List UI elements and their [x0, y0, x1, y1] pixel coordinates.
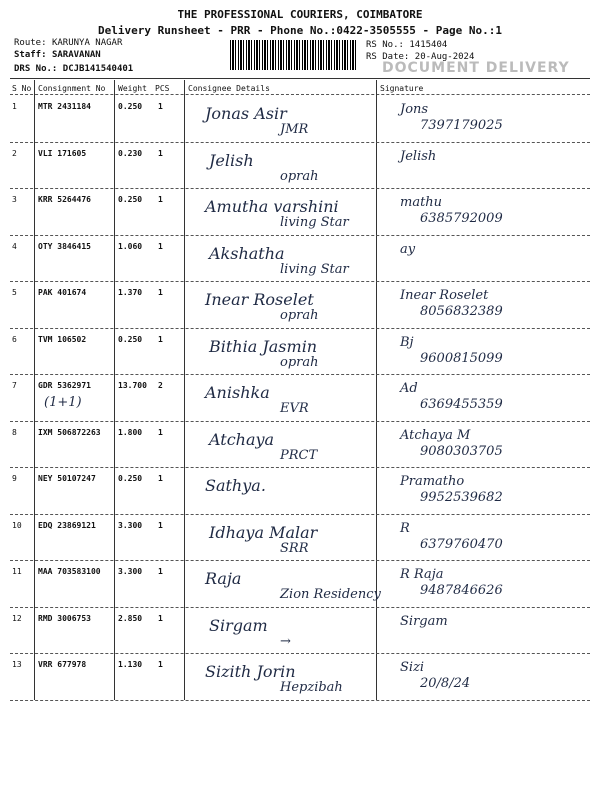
table-top-border	[10, 78, 590, 79]
row-consignee-name: Jonas Asir	[205, 104, 287, 123]
row-sno: 9	[12, 474, 17, 483]
row-weight: 1.370	[118, 288, 143, 297]
row-divider	[10, 653, 590, 654]
row-sno: 7	[12, 381, 17, 390]
row-pcs: 1	[158, 148, 163, 158]
row-pcs: 1	[158, 520, 163, 530]
row-consignee-place: Zion Residency	[280, 587, 381, 602]
row-consignee-name: Bithia Jasmin	[209, 336, 318, 356]
row-pcs: 1	[158, 567, 163, 576]
row-sno: 5	[12, 288, 17, 297]
col-header-consignment: Consignment No	[38, 84, 106, 93]
row-consignment-no: MTR 2431184	[38, 102, 91, 111]
row-weight: 0.250	[118, 102, 143, 111]
row-sno: 10	[12, 520, 22, 530]
row-signature: Ad	[400, 381, 418, 396]
row-phone: 9600815099	[420, 350, 503, 366]
row-consignment-no: PAK 401674	[38, 288, 87, 297]
row-phone: 6385792009	[420, 211, 503, 226]
row-consignee-name: Amutha varshini	[205, 197, 339, 216]
row-consignee-name: Sathya.	[205, 476, 266, 495]
row-consignee-place: oprah	[280, 354, 319, 370]
row-consignee-place: SRR	[280, 540, 309, 556]
route-line: Route: KARUNYA NAGAR	[14, 38, 123, 48]
row-signature: ay	[400, 241, 416, 257]
col-header-pcs: PCS	[155, 84, 170, 93]
rs-date-line: RS Date: 20-Aug-2024	[366, 52, 475, 62]
row-weight: 1.060	[118, 241, 143, 251]
row-consignee-place: JMR	[280, 122, 309, 137]
company-title: THE PROFESSIONAL COURIERS, COIMBATORE	[177, 8, 423, 21]
row-sno: 11	[12, 567, 22, 576]
row-pcs: 2	[158, 381, 163, 390]
row-phone: 9952539682	[420, 490, 503, 505]
row-sno: 2	[12, 148, 17, 158]
row-signature: Bj	[400, 334, 414, 350]
row-consignee-place: living Star	[280, 215, 349, 230]
row-pcs: 1	[158, 427, 163, 437]
row-sno: 6	[12, 334, 17, 344]
row-weight: 0.250	[118, 195, 143, 204]
row-signature: mathu	[400, 195, 443, 210]
row-consignment-no: NEY 50107247	[38, 474, 96, 483]
row-weight: 1.130	[118, 660, 143, 669]
row-consignee-name: Idhaya Malar	[209, 522, 318, 542]
row-consignment-no: KRR 5264476	[38, 195, 91, 204]
row-consignment-no: GDR 5362971	[38, 381, 91, 390]
row-consignment-no: VLI 171605	[38, 148, 87, 158]
row-divider	[10, 560, 590, 561]
row-pcs: 1	[158, 195, 163, 204]
row-divider	[10, 281, 590, 282]
col-header-weight: Weight	[118, 84, 147, 93]
row-divider	[10, 514, 590, 515]
row-consignee-place: PRCT	[280, 447, 318, 463]
row-weight: 1.800	[118, 427, 143, 437]
row-pcs: 1	[158, 660, 163, 669]
runsheet-title: Delivery Runsheet - PRR - Phone No.:0422-3505555 - Page No.:1	[98, 24, 502, 37]
row-pcs: 1	[158, 102, 163, 111]
row-signature: Jons	[400, 102, 429, 117]
row-pcs: 1	[158, 474, 163, 483]
row-weight: 0.230	[118, 148, 143, 158]
row-consignment-no: RMD 3006753	[38, 613, 91, 623]
row-divider	[10, 328, 590, 329]
row-consignee-place: oprah	[280, 168, 319, 184]
row-sno: 3	[12, 195, 17, 204]
row-sno: 4	[12, 241, 17, 251]
row-consignee-name: Sirgam	[209, 615, 268, 635]
row-signature: Sirgam	[400, 613, 448, 629]
row-divider	[10, 188, 590, 189]
row-signature: Atchaya M	[400, 427, 471, 443]
row-sno: 1	[12, 102, 17, 111]
row-consignee-name: Sizith Jorin	[205, 662, 296, 681]
row-consignment-no: VRR 677978	[38, 660, 87, 669]
row-consignee-name: Jelish	[209, 150, 254, 170]
row-consignee-place: living Star	[280, 261, 349, 277]
row-signature: R Raja	[400, 567, 444, 582]
row-signature: Pramatho	[400, 474, 465, 489]
row-signature: Jelish	[400, 148, 437, 164]
staff-line: Staff: SARAVANAN	[14, 50, 101, 60]
row-weight: 3.300	[118, 520, 143, 530]
row-divider	[10, 467, 590, 468]
row-sno: 8	[12, 427, 17, 437]
row-consignee-name: Atchaya	[209, 429, 275, 449]
row-sno: 12	[12, 613, 22, 623]
row-consignee-name: Inear Roselet	[205, 290, 314, 309]
delivery-stamp: DOCUMENT DELIVERY	[382, 60, 570, 76]
row-signature: Sizi	[400, 660, 425, 675]
row-weight: 0.250	[118, 474, 143, 483]
row-signature: R	[400, 520, 410, 536]
row-pcs: 1	[158, 241, 163, 251]
row-weight: 2.850	[118, 613, 143, 623]
row-consignee-place: Hepzibah	[280, 680, 343, 695]
row-consignee-place: oprah	[280, 308, 319, 323]
row-consignee-place: →	[280, 633, 291, 649]
col-header-signature: Signature	[380, 84, 424, 93]
row-consignment-no: OTY 3846415	[38, 241, 91, 251]
row-consignee-name: Anishka	[205, 383, 270, 402]
row-phone: 6379760470	[420, 536, 503, 552]
row-phone: 6369455359	[420, 397, 503, 412]
header-divider	[10, 94, 590, 95]
rs-no-line: RS No.: 1415404	[366, 40, 448, 50]
row-divider	[10, 607, 590, 608]
row-sno: 13	[12, 660, 22, 669]
row-consignee-place: EVR	[280, 401, 309, 416]
row-divider	[10, 421, 590, 422]
drs-line: DRS No.: DCJB141540401	[14, 64, 134, 74]
row-pcs: 1	[158, 334, 163, 344]
row-phone: 20/8/24	[420, 676, 471, 691]
row-phone: 7397179025	[420, 118, 503, 133]
col-header-sno: S No	[12, 84, 32, 93]
row-consignment-no: IXM 506872263	[38, 427, 101, 437]
row-note: (1+1)	[44, 395, 82, 410]
row-weight: 13.700	[118, 381, 147, 390]
row-consignee-name: Raja	[205, 569, 242, 588]
row-phone: 9487846626	[420, 583, 503, 598]
row-weight: 3.300	[118, 567, 143, 576]
row-divider	[10, 235, 590, 236]
row-pcs: 1	[158, 613, 163, 623]
row-consignment-no: TVM 106502	[38, 334, 87, 344]
row-consignment-no: MAA 703583100	[38, 567, 101, 576]
row-divider	[10, 374, 590, 375]
row-consignment-no: EDQ 23869121	[38, 520, 96, 530]
col-header-consignee: Consignee Details	[188, 84, 270, 93]
row-signature: Inear Roselet	[400, 288, 489, 303]
row-phone: 9080303705	[420, 443, 503, 459]
row-phone: 8056832389	[420, 304, 503, 319]
row-divider	[10, 700, 590, 701]
row-divider	[10, 142, 590, 143]
row-consignee-name: Akshatha	[209, 243, 285, 263]
row-pcs: 1	[158, 288, 163, 297]
row-weight: 0.250	[118, 334, 143, 344]
barcode	[230, 40, 358, 70]
